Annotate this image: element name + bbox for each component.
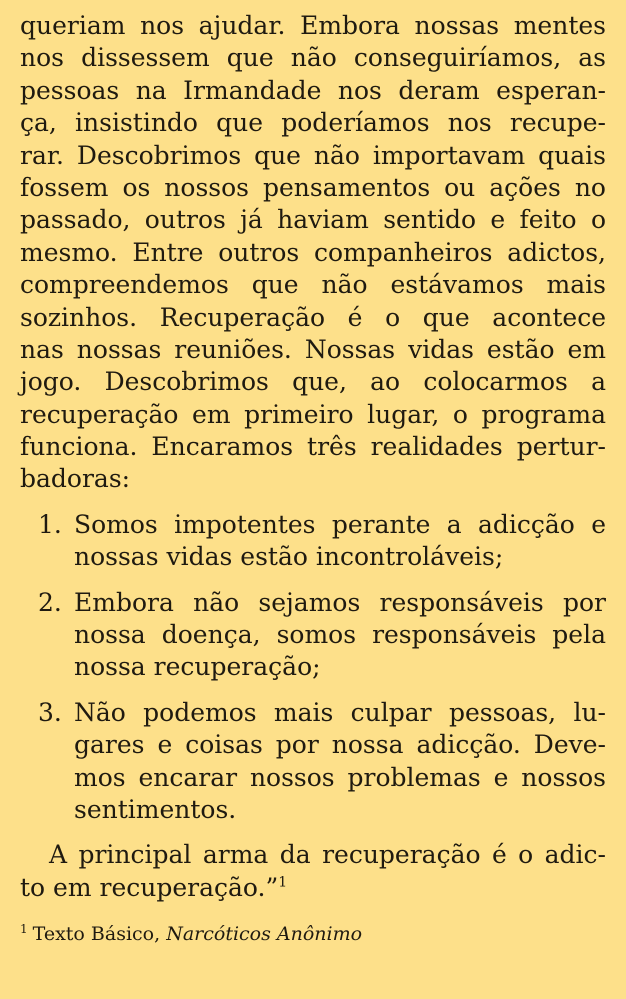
page-content xyxy=(20,10,606,946)
text-line: passado, outros já haviam sentido e feito o xyxy=(20,205,606,235)
list-number: 3. xyxy=(38,697,62,727)
list-item-line: Não podemos mais culpar pessoas, lu- xyxy=(74,697,606,727)
list-item-line: Somos impotentes perante a adicção e xyxy=(74,509,606,539)
text-line: sozinhos. Recuperação é o que acontece xyxy=(20,302,606,332)
list-item-line: Embora não sejamos responsáveis por xyxy=(74,587,606,617)
list-item-line: nossa doença, somos responsáveis pela xyxy=(74,620,606,650)
text-line: A principal arma da recuperação é o adic- xyxy=(49,840,606,870)
footnote-book-title: Narcóticos Anônimo xyxy=(166,923,363,946)
text-line: ça, insistindo que poderíamos nos recupe- xyxy=(20,108,606,138)
text-line: pessoas na Irmandade nos deram esperan- xyxy=(20,75,606,105)
text-line: compreendemos que não estávamos mais xyxy=(20,270,606,300)
text-line: recuperação em primeiro lugar, o programa xyxy=(20,399,606,429)
text-line: nos dissessem que não conseguiríamos, as xyxy=(20,43,606,73)
footnote xyxy=(20,922,606,946)
footnote-mark: 1 xyxy=(20,921,28,936)
text-line: fossem os nossos pensamentos ou ações no xyxy=(20,172,606,202)
realities-list xyxy=(20,509,606,827)
closing-text: to em recuperação.” xyxy=(20,872,279,902)
list-number: 1. xyxy=(38,509,62,539)
closing-paragraph xyxy=(20,839,606,904)
footnote-text: Texto Básico, xyxy=(32,923,167,946)
list-item-line: nossas vidas estão incontroláveis; xyxy=(74,542,504,572)
intro-paragraph xyxy=(20,10,606,496)
text-line: funciona. Encaramos três realidades pertur- xyxy=(20,432,606,462)
list-item-line: sentimentos. xyxy=(74,794,237,824)
list-item xyxy=(20,509,606,574)
text-line: badoras: xyxy=(20,464,131,494)
list-item-line: gares e coisas por nossa adicção. Deve- xyxy=(74,730,606,760)
list-number: 2. xyxy=(38,587,62,617)
text-line: nas nossas reuniões. Nossas vidas estão em xyxy=(20,334,606,364)
list-item xyxy=(20,587,606,684)
list-item-line: mos encarar nossos problemas e nossos xyxy=(74,762,606,792)
footnote-reference: 1 xyxy=(278,874,288,891)
text-line xyxy=(20,872,606,904)
text-line: mesmo. Entre outros companheiros adictos, xyxy=(20,237,606,267)
text-line: rar. Descobrimos que não importavam quais xyxy=(20,140,606,170)
list-item xyxy=(20,697,606,827)
list-item-line: nossa recuperação; xyxy=(74,652,321,682)
text-line: queriam nos ajudar. Embora nossas mentes xyxy=(20,11,606,40)
text-line: jogo. Descobrimos que, ao colocarmos a xyxy=(20,367,606,397)
